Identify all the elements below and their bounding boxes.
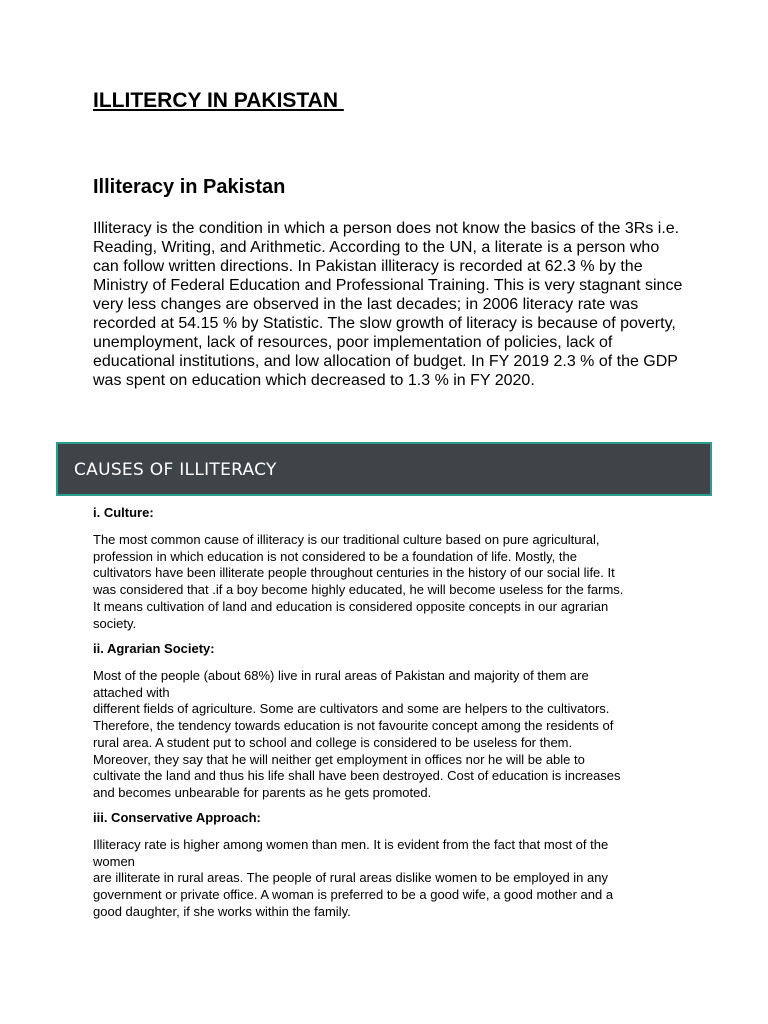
cause-line: good daughter, if she works within the family. [93,903,351,919]
cause-line: are illiterate in rural areas. The people of rural areas dislike women to be employed in any [93,870,608,886]
cause-line: Most of the people (about 68%) live in rural areas of Pakistan and majority of them are [93,668,589,683]
intro-line: and low allocation of budget. In FY 2019 2.3 % of the GDP was spent on [93,353,678,389]
intro-line: decades; in 2006 literacy rate was recorded at 54.15 % by Statistic. The [93,296,639,332]
cause-line: attached with [93,684,170,700]
intro-line: This is very stagnant since very less changes are observed in the last [93,277,683,313]
intro-line: a person who can follow written directions. In Pakistan illiteracy is recorded [93,239,660,275]
intro-paragraph [93,219,683,390]
cause-heading: i. Culture: [93,505,154,520]
cause-line: was considered that .if a boy become highly educated, he will become useless for the farms. [93,582,624,598]
causes-banner-title: CAUSES OF ILLITERACY [74,460,277,480]
causes-banner [56,442,712,496]
cause-culture [93,505,683,632]
cause-line: cultivators have been illiterate people throughout centuries in the history of our social life. It [93,565,615,581]
intro-line: at 62.3 % by the Ministry of Federal Education and Professional Training. [93,258,643,294]
cause-line: rural area. A student put to school and college is considered to be useless for them. [93,734,573,750]
intro-line: education which decreased to 1.3 % in FY 2020. [191,372,535,389]
cause-line: and becomes unbearable for parents as he gets promoted. [93,784,432,800]
cause-line: women [93,853,135,869]
cause-line: The most common cause of illiteracy is our traditional culture based on pure agricultural, [93,532,600,547]
cause-line: Therefore, the tendency towards education is not favourite concept among the residents of [93,718,614,734]
intro-line: Illiteracy is the condition in which a person does not know the basics of the [93,220,621,237]
cause-line: profession in which education is not considered to be a foundation of life. Mostly, the [93,548,577,564]
intro-line: resources, poor implementation of policies, lack of educational institutions, [93,334,613,370]
cause-line: different fields of agriculture. Some are cultivators and some are helpers to the cultivators. [93,701,610,717]
cause-line: cultivate the land and thus his life shall have been destroyed. Cost of education is increases [93,768,621,784]
cause-heading: iii. Conservative Approach: [93,810,261,825]
cause-conservative-approach [93,810,683,921]
section-heading: Illiteracy in Pakistan [93,176,286,198]
cause-heading: ii. Agrarian Society: [93,641,215,656]
document-title: ILLITERCY IN PAKISTAN [93,89,344,112]
cause-agrarian-society [93,641,683,802]
intro-line: 3Rs i.e. Reading, Writing, and Arithmetic. According to the UN, a literate is [93,220,680,256]
cause-line: government or private office. A woman is preferred to be a good wife, a good mother and a [93,887,614,903]
cause-line: society. [93,615,137,631]
cause-line: It means cultivation of land and education is considered opposite concepts in our agrarian [93,598,609,614]
cause-line: Moreover, they say that he will neither get employment in offices nor he will be able to [93,751,585,767]
cause-line: Illiteracy rate is higher among women than men. It is evident from the fact that most of the [93,837,609,852]
intro-line: slow growth of literacy is because of poverty, unemployment, lack of [93,315,676,351]
